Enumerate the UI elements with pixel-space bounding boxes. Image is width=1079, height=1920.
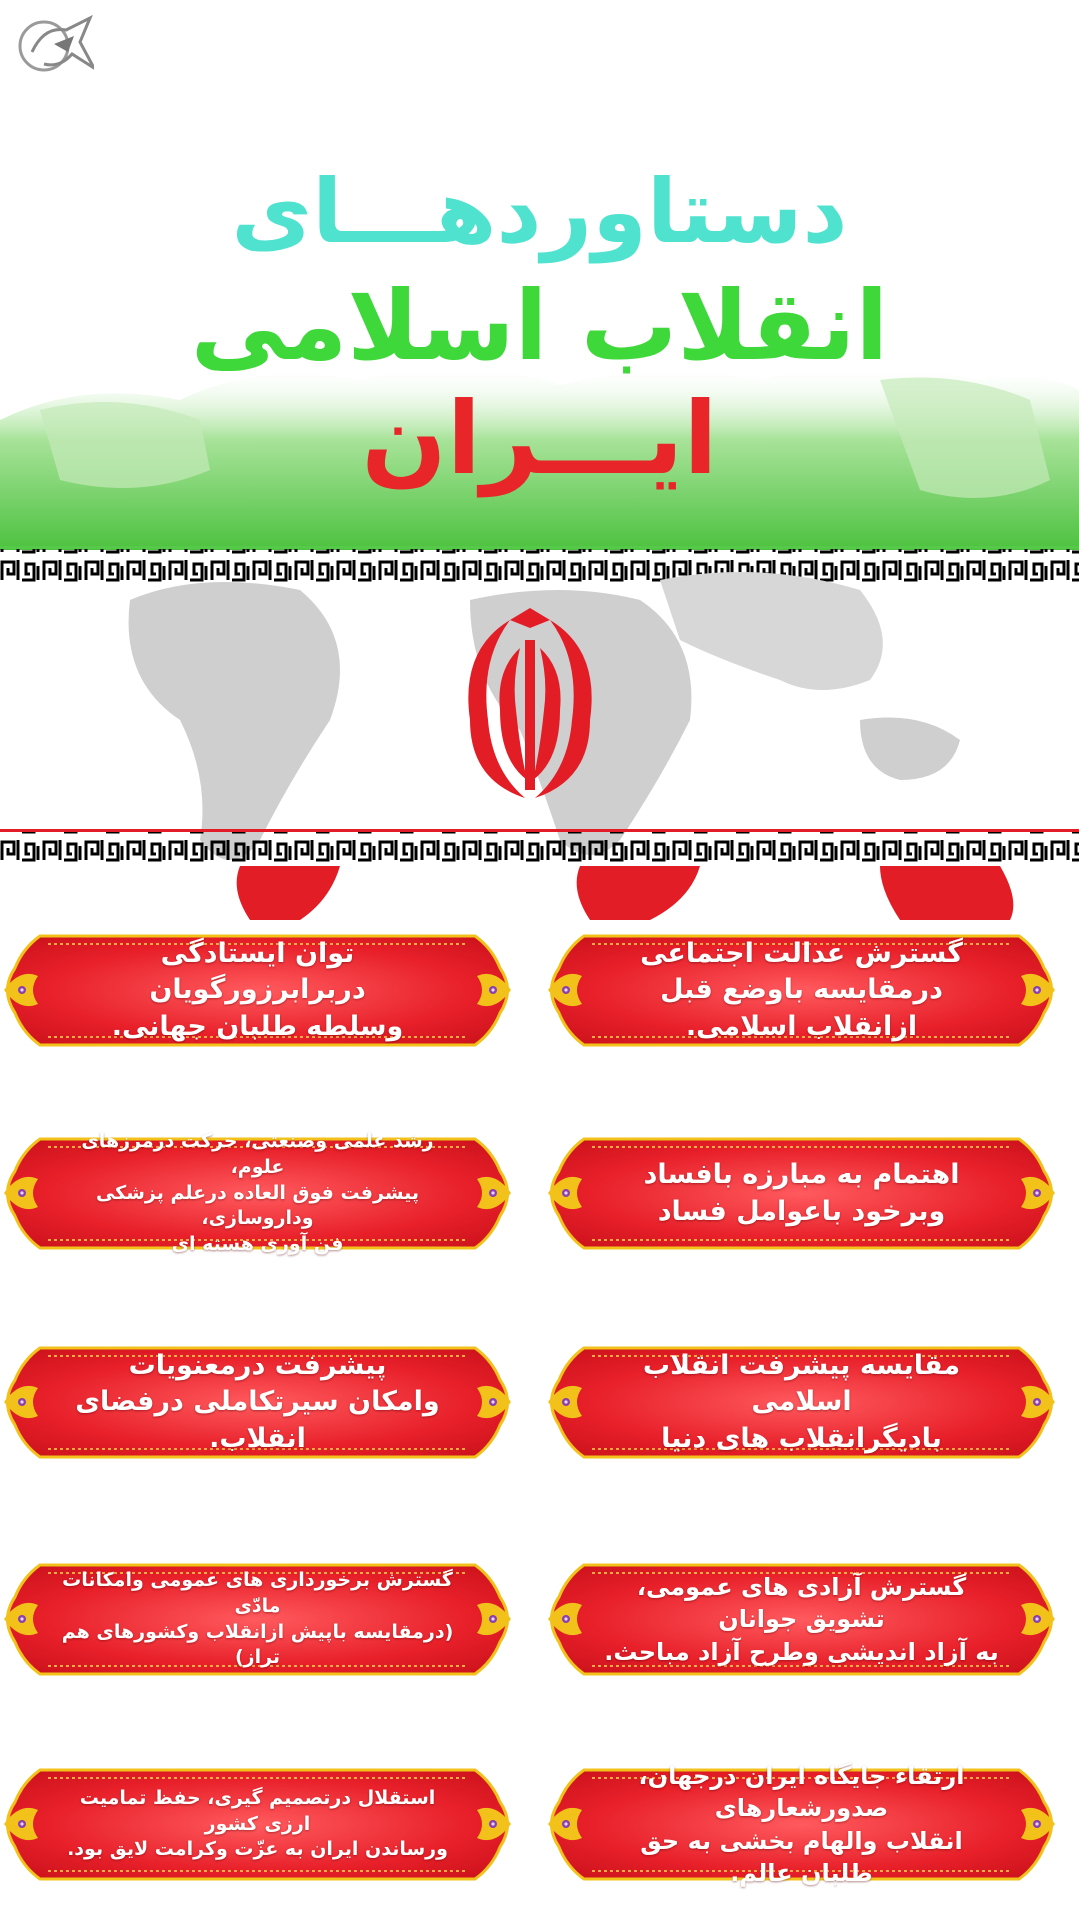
hero-section [0,80,1079,920]
achievement-banner [0,1340,515,1465]
achievement-banner [0,928,515,1053]
achievement-text: استقلال درتصمیم گیری، حفظ تمامیت ارزی کشور ورساندن ایران به عزّت وکرامت لایق بود. [67,1787,448,1861]
achievement-text: پیشرفت درمعنویات وامکان سیرتکاملی درفضای انقلاب. [75,1349,440,1454]
achievement-banner [544,1762,1059,1887]
achievement-text: اهتمام به مبارزه بافساد وبرخود باعوامل فساد [643,1159,960,1227]
achievement-banner [544,1131,1059,1256]
title-line-1: دستاوردهـــای [231,160,848,263]
achievement-banner [544,1557,1059,1682]
achievement-banner [544,1340,1059,1465]
title-line-2: انقلاب اسلامی [190,270,889,382]
achievement-banner [0,1131,515,1256]
achievement-text: توان ایستادگی دربرابرزورگویان وسلطه طلبان جهانی. [111,937,404,1042]
achievement-banner [0,1762,515,1887]
achievement-text: گسترش عدالت اجتماعی درمقایسه باوضع قبل ازانقلاب اسلامی. [640,937,963,1042]
title-line-3: ایـــران [361,380,718,497]
achievement-text: گسترش برخورداری های عمومی وامکانات مادّی (درمقایسه باپیش ازانقلاب وکشورهای هم تراز) [61,1569,454,1669]
pen-logo-icon [14,12,94,76]
achievement-text: رشد علمی وصنعتی، حرکت درمرزهای علوم، پیشرفت فوق العاده درعلم پزشکی وداروسازی، فن آوری هسته ای [81,1130,434,1255]
achievement-text: گسترش آزادی های عمومی، تشویق جوانان به آزاد اندیشی وطرح آزاد مباحث. [604,1572,999,1666]
achievement-banner [0,1557,515,1682]
achievement-banner [544,928,1059,1053]
achievement-text: مقایسه پیشرفت انقلاب اسلامی بادیگرانقلاب های دنیا [642,1349,961,1454]
achievement-text: ارتقاء جایگاه ایران درجهان، صدورشعارهای انقلاب والهام بخشی به حق طلبان عالم. [638,1761,965,1887]
